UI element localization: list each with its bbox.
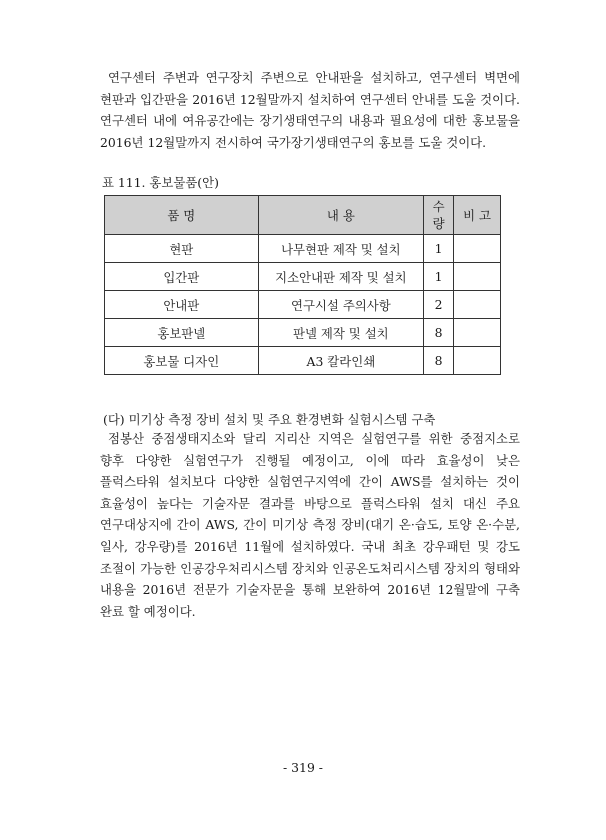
table-row (105, 319, 501, 347)
cell-item: 홍보판넬 (105, 319, 259, 347)
cell-item: 홍보물 디자인 (105, 347, 259, 375)
cell-qty: 8 (424, 347, 454, 375)
table-header-row (105, 196, 501, 235)
cell-content: 판넬 제작 및 설치 (258, 319, 424, 347)
cell-content: A3 칼라인쇄 (258, 347, 424, 375)
cell-item: 안내판 (105, 291, 259, 319)
cell-qty: 1 (424, 263, 454, 291)
cell-item: 입간판 (105, 263, 259, 291)
page-number: - 319 - (283, 760, 323, 775)
header-item: 품 명 (105, 196, 259, 235)
header-qty-line2: 량 (432, 216, 445, 231)
header-qty (424, 196, 454, 235)
cell-content: 연구시설 주의사항 (258, 291, 424, 319)
cell-qty: 2 (424, 291, 454, 319)
cell-content: 나무현판 제작 및 설치 (258, 235, 424, 263)
table-row (105, 235, 501, 263)
cell-note (454, 263, 501, 291)
table-row (105, 291, 501, 319)
header-qty-line1: 수 (432, 199, 445, 214)
cell-note (454, 347, 501, 375)
cell-item: 현판 (105, 235, 259, 263)
table-caption: 표 111. 홍보물품(안) (102, 175, 219, 190)
section-heading: (다) 미기상 측정 장비 설치 및 주요 환경변화 실험시스템 구축 (103, 412, 436, 427)
cell-note (454, 235, 501, 263)
table-row (105, 263, 501, 291)
cell-note (454, 291, 501, 319)
promo-items-table (104, 195, 501, 375)
header-note: 비 고 (454, 196, 501, 235)
cell-note (454, 319, 501, 347)
intro-paragraph: 연구센터 주변과 연구장치 주변으로 안내판을 설치하고, 연구센터 벽면에 현판과 입간판을 2016년 12월말까지 설치하여 연구센터 안내를 도울 것이다. 연구센터 내에 여유공간에는 장기생태연구의 내용과 필요성에 대한 홍보물을 2016년 12월말까지 전시하여 국가장기생태연구의 홍보를 도울 것이다. (100, 70, 520, 150)
cell-qty: 8 (424, 319, 454, 347)
section-paragraph: 점봉산 중점생태지소와 달리 지리산 지역은 실험연구를 위한 중점지소로 향후 다양한 실험연구가 진행될 예정이고, 이에 따라 효율성이 낮은 플럭스타워 설치보다 다양한 실험연구지역에 간이 AWS를 설치하는 것이 효율성이 높다는 기술자문 결과를 바탕으로 플럭스타워 설치 대신 주요 연구대상지에 간이 AWS, 간이 미기상 측정 장비(대기 온·습도, 토양 온·수분, 일사, 강우량)를 2016년 11월에 설치하였다. 국내 최초 강우패턴 및 강도 조절이 가능한 인공강우처리시스템 장치와 인공온도처리시스템 장치의 형태와 내용을 2016년 전문가 기술자문을 통해 보완하여 2016년 12월말에 구축 완료 할 예정이다. (100, 431, 520, 619)
cell-content: 지소안내판 제작 및 설치 (258, 263, 424, 291)
cell-qty: 1 (424, 235, 454, 263)
header-content: 내 용 (258, 196, 424, 235)
table-row (105, 347, 501, 375)
